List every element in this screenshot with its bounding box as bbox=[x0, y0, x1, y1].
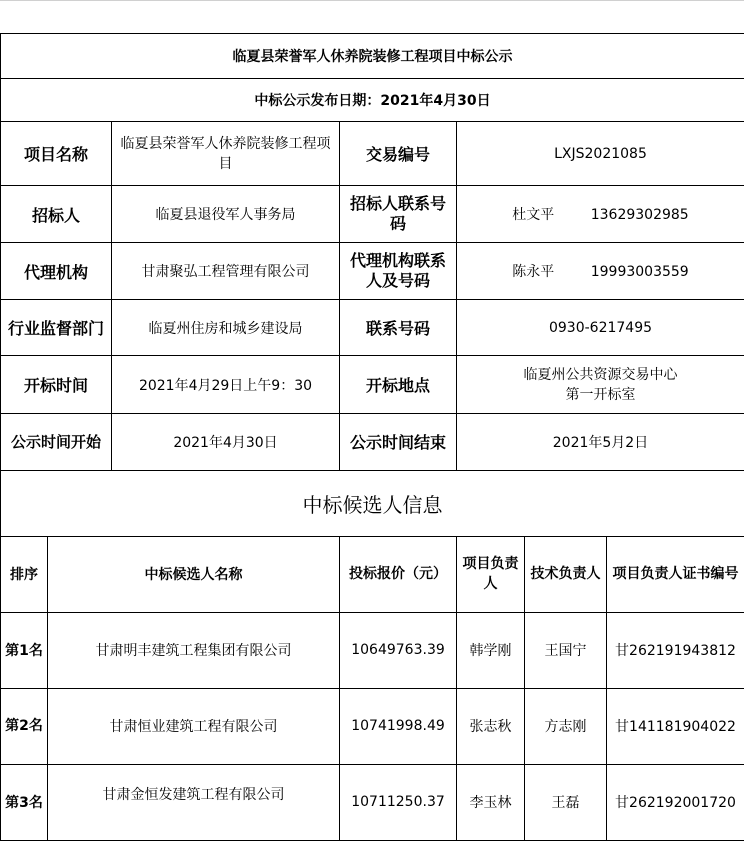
info-row-project bbox=[1, 122, 744, 186]
contact-no-label: 联系号码 bbox=[340, 300, 457, 356]
pm-cell: 韩学刚 bbox=[457, 612, 525, 688]
rank-cell: 第3名 bbox=[1, 764, 48, 840]
table-row bbox=[1, 612, 744, 688]
agency-contact-label: 代理机构联系人及号码 bbox=[340, 243, 457, 300]
tenderer-contact bbox=[457, 186, 744, 243]
candidates-section-title: 中标候选人信息 bbox=[1, 470, 744, 536]
project-name-label: 项目名称 bbox=[1, 122, 112, 186]
table-row bbox=[1, 688, 744, 764]
bid-cell: 10649763.39 bbox=[340, 612, 457, 688]
pm-cell: 张志秋 bbox=[457, 688, 525, 764]
agency-contact-phone: 19993003559 bbox=[590, 264, 689, 281]
page-title: 临夏县荣誉军人休养院装修工程项目中标公示 bbox=[1, 34, 744, 79]
agency-value: 甘肃聚弘工程管理有限公司 bbox=[112, 243, 340, 300]
trade-no-value: LXJS2021085 bbox=[457, 122, 744, 186]
open-place-label: 开标地点 bbox=[340, 356, 457, 414]
tenderer-label: 招标人 bbox=[1, 186, 112, 243]
project-name-value: 临夏县荣誉军人休养院装修工程项目 bbox=[112, 122, 340, 186]
header-rank: 排序 bbox=[1, 536, 48, 612]
open-place-line1: 临夏州公共资源交易中心 bbox=[523, 366, 678, 383]
header-bid: 投标报价（元） bbox=[340, 536, 457, 612]
bid-cell: 10711250.37 bbox=[340, 764, 457, 840]
open-place bbox=[457, 356, 744, 414]
table-row bbox=[1, 764, 744, 840]
info-row-tenderer bbox=[1, 186, 744, 243]
agency-contact-name: 陈永平 bbox=[512, 264, 555, 281]
info-row-supervisor bbox=[1, 300, 744, 356]
candidates-header-row bbox=[1, 536, 744, 612]
tenderer-contact-phone: 13629302985 bbox=[590, 207, 689, 224]
candidate-name-cell bbox=[48, 764, 340, 840]
header-pm: 项目负责人 bbox=[457, 536, 525, 612]
header-cert: 项目负责人证书编号 bbox=[607, 536, 744, 612]
tenderer-contact-label: 招标人联系号码 bbox=[340, 186, 457, 243]
rank-cell: 第2名 bbox=[1, 688, 48, 764]
agency-contact bbox=[457, 243, 744, 300]
open-time-label: 开标时间 bbox=[1, 356, 112, 414]
tech-cell: 王国宁 bbox=[525, 612, 607, 688]
tech-cell: 方志刚 bbox=[525, 688, 607, 764]
top-strip-row bbox=[1, 1, 744, 34]
open-place-line2: 第一开标室 bbox=[565, 386, 636, 403]
notice-end-value: 2021年5月2日 bbox=[457, 414, 744, 470]
publish-date: 中标公示发布日期：2021年4月30日 bbox=[1, 79, 744, 122]
notice-start-value: 2021年4月30日 bbox=[112, 414, 340, 470]
contact-no-value: 0930-6217495 bbox=[457, 300, 744, 356]
pm-cell: 李玉林 bbox=[457, 764, 525, 840]
trade-no-label: 交易编号 bbox=[340, 122, 457, 186]
candidate-name-cell: 甘肃恒业建筑工程有限公司 bbox=[48, 688, 340, 764]
header-name: 中标候选人名称 bbox=[48, 536, 340, 612]
info-row-agency bbox=[1, 243, 744, 300]
tenderer-contact-name: 杜文平 bbox=[512, 207, 555, 224]
rank-cell: 第1名 bbox=[1, 612, 48, 688]
supervisor-value: 临夏州住房和城乡建设局 bbox=[112, 300, 340, 356]
cert-cell: 甘262191943812 bbox=[607, 612, 744, 688]
info-row-notice bbox=[1, 414, 744, 470]
candidate-name-cell: 甘肃明丰建筑工程集团有限公司 bbox=[48, 612, 340, 688]
bid-cell: 10741998.49 bbox=[340, 688, 457, 764]
title-row bbox=[1, 34, 744, 79]
header-tech: 技术负责人 bbox=[525, 536, 607, 612]
notice-end-label: 公示时间结束 bbox=[340, 414, 457, 470]
top-strip bbox=[1, 1, 744, 34]
supervisor-label: 行业监督部门 bbox=[1, 300, 112, 356]
publish-date-row bbox=[1, 79, 744, 122]
open-time-value: 2021年4月29日上午9：30 bbox=[112, 356, 340, 414]
info-row-open bbox=[1, 356, 744, 414]
candidates-title-row bbox=[1, 470, 744, 536]
cert-cell: 甘262192001720 bbox=[607, 764, 744, 840]
notice-start-label: 公示时间开始 bbox=[1, 414, 112, 470]
agency-label: 代理机构 bbox=[1, 243, 112, 300]
candidate-name-text: 甘肃金恒发建筑工程有限公司 bbox=[102, 787, 285, 804]
cert-cell: 甘141181904022 bbox=[607, 688, 744, 764]
tenderer-value: 临夏县退役军人事务局 bbox=[112, 186, 340, 243]
tech-cell: 王磊 bbox=[525, 764, 607, 840]
